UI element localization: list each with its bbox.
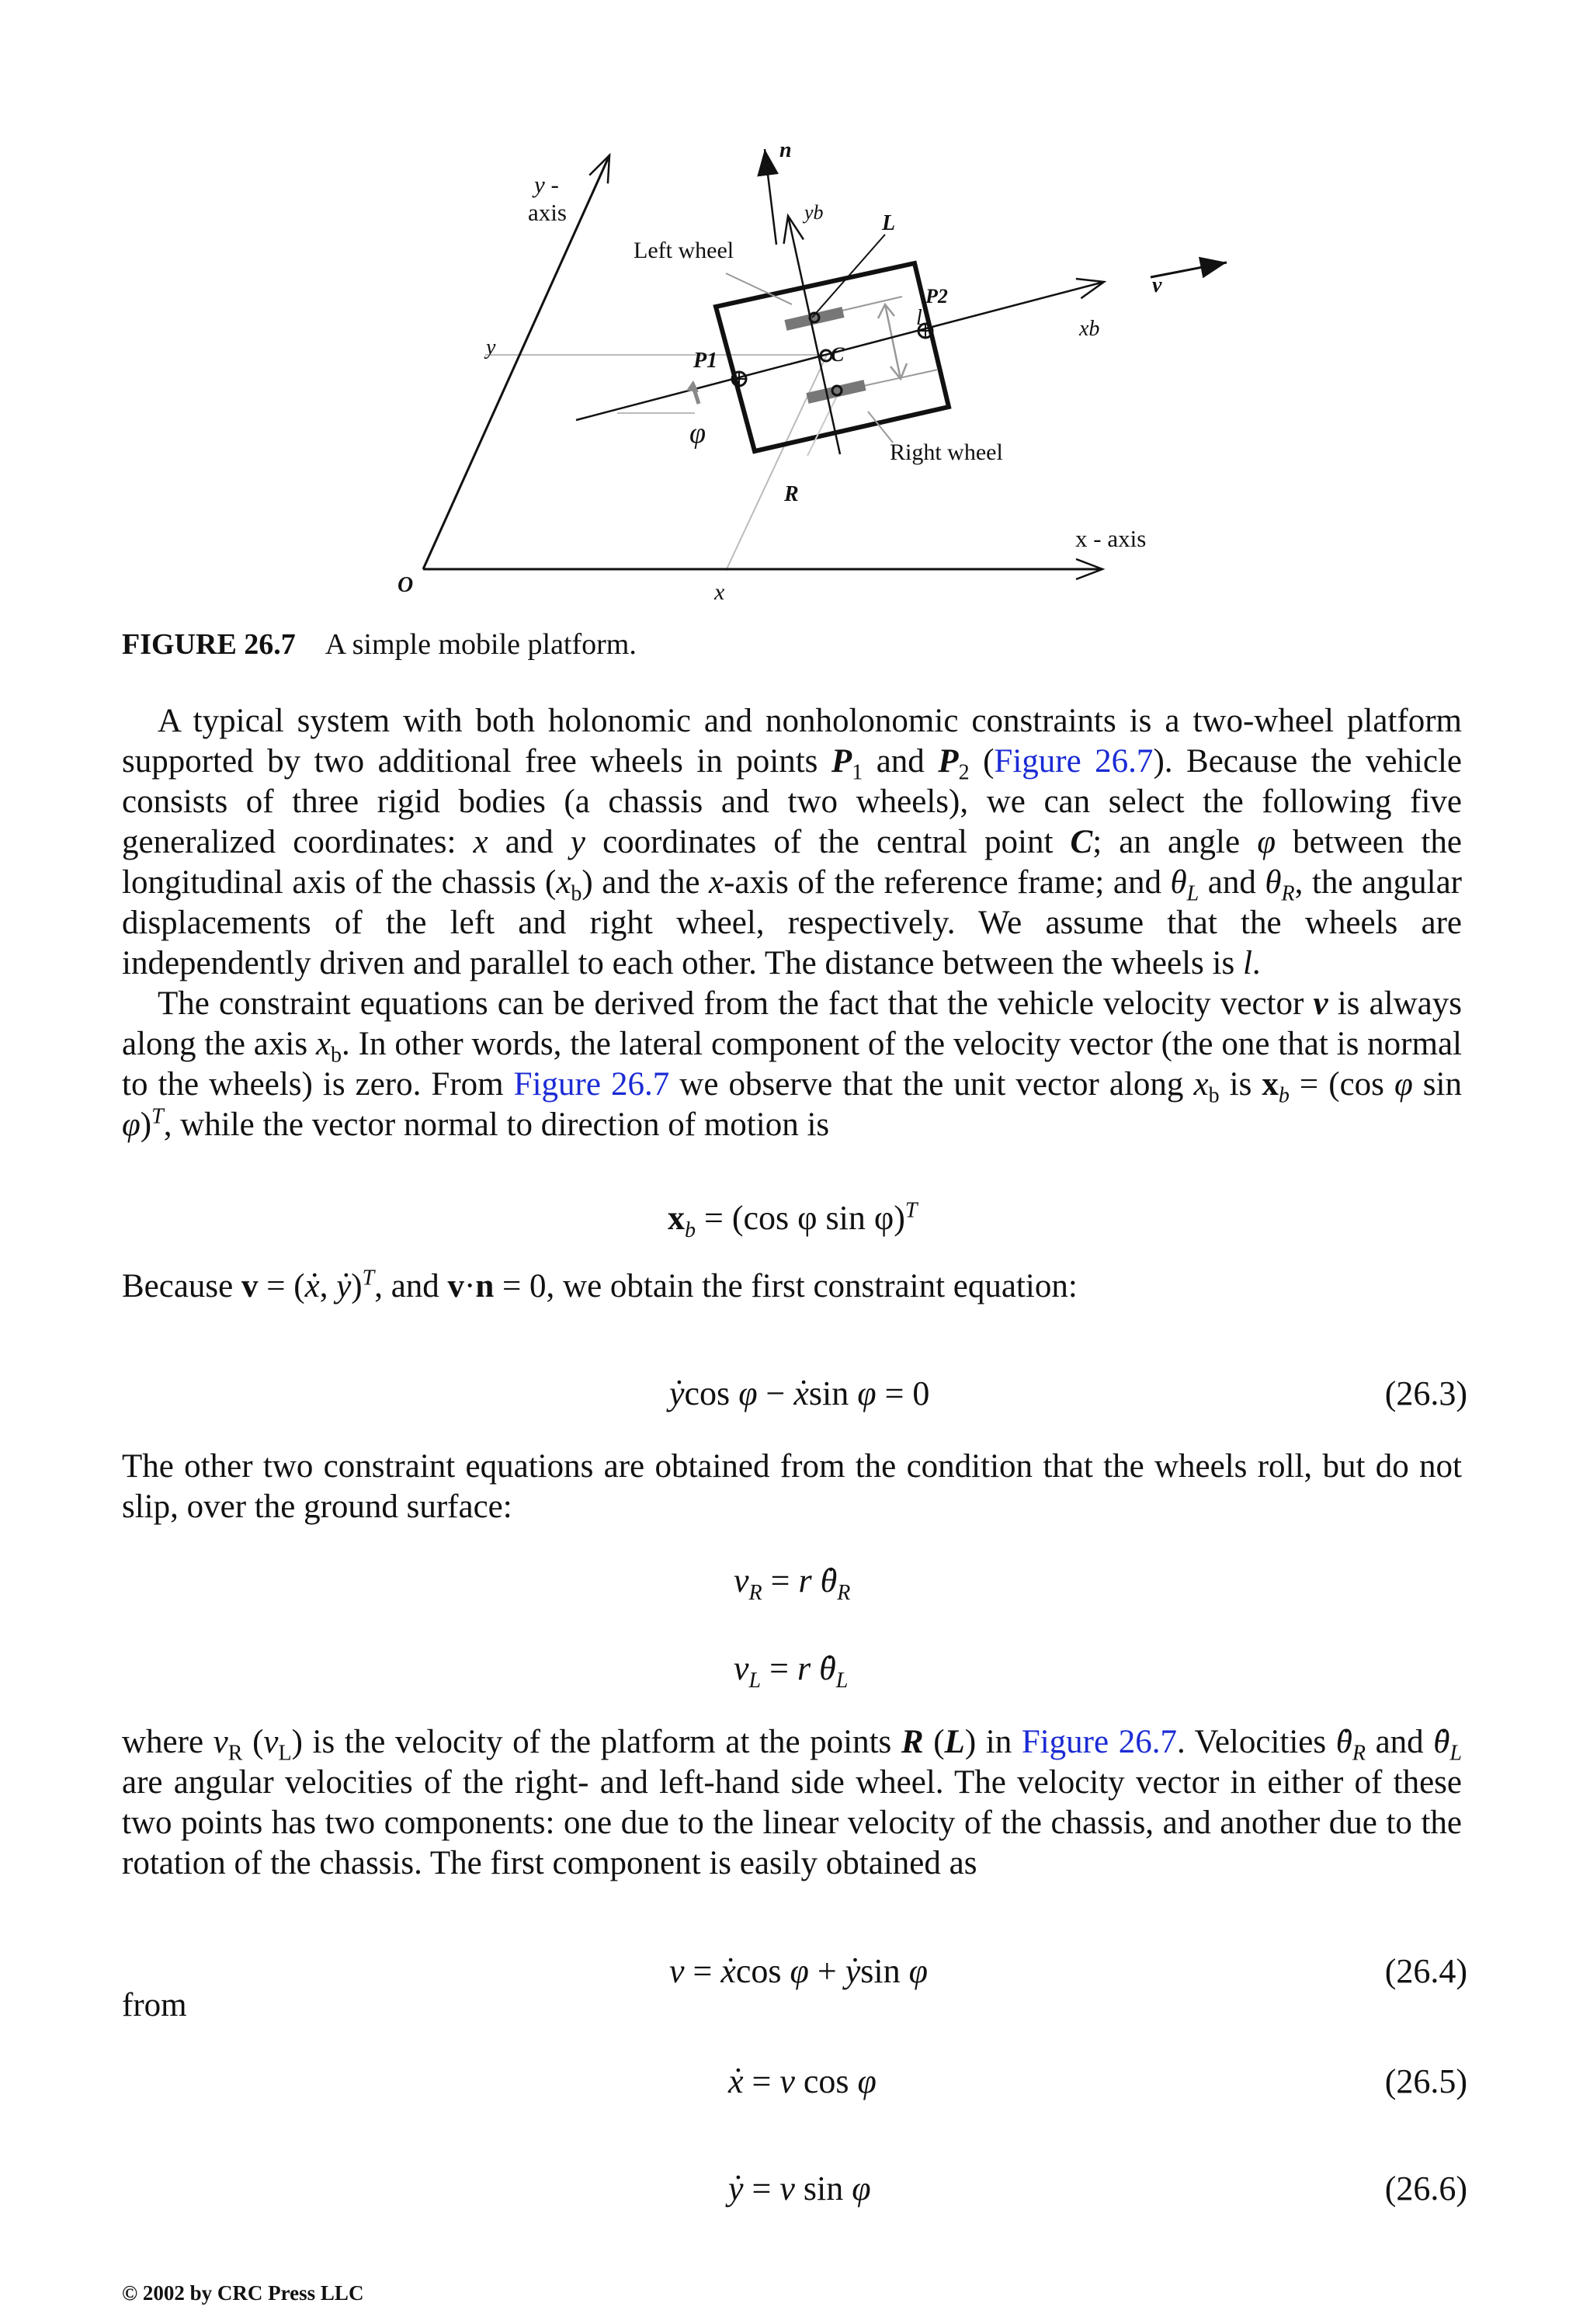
left-wheel-leader [726, 273, 792, 304]
figure-link[interactable]: Figure 26.7 [994, 743, 1154, 780]
r-leader-line [807, 396, 837, 456]
yb-label: yb [804, 201, 824, 224]
phi-label: φ [689, 417, 706, 450]
y-axis-label-bottom: axis [528, 199, 567, 226]
xb-label: xb [1079, 317, 1100, 341]
figure-link[interactable]: Figure 26.7 [513, 1066, 670, 1103]
y-label: y [486, 335, 496, 360]
l-point-label: L [882, 211, 896, 235]
x-axis-label: x - axis [1075, 525, 1147, 552]
paragraph-5: where $v_R$ $(v_L)$ is the velocity of the platform at the points R (L) in Figure 26.7. Velocities . $\theta_R$ and . $\theta_L$ are angular velocities of the right- and left-hand side wheel. The velocity vector in either of these two points has two components: one due to the linear velocity of the chassis, and another due to the rotation of the chassis. The first component is easily obtained as [122, 1722, 1462, 1884]
x-projection-line [726, 355, 827, 571]
left-wheel-label: Left wheel [634, 238, 734, 263]
equation-tag: (26.4) [1384, 1952, 1467, 1990]
copyright-footer: © 2002 by CRC Press LLC [122, 2281, 364, 2305]
figure-mobile-platform [0, 0, 1590, 637]
figure-caption-number: FIGURE 26.7 [122, 628, 296, 661]
r-point-label: R [784, 482, 799, 506]
n-axis [765, 149, 776, 245]
v-label: v [1152, 273, 1162, 297]
point-p1 [732, 372, 746, 386]
l-dimension-label: l [916, 306, 922, 330]
y-axis-line [423, 155, 609, 569]
equation-tag: (26.5) [1384, 2062, 1467, 2100]
figure-caption [122, 627, 637, 662]
p2-label: P2 [925, 285, 948, 307]
right-wheel-label: Right wheel [890, 439, 1003, 465]
equation-tag: (26.3) [1384, 1374, 1467, 1412]
paragraph-2: The constraint equations can be derived from the fact that the vehicle velocity vector v is always along the axis $x_b$. In other words, the lateral component of the velocity vector (the one that is normal to the wheels) is zero. From Figure 26.7 we observe that the unit vector along $x_b$ is $x_b = (\cos$ φ sin φ)$^T$, while the vector normal to direction of motion is [122, 985, 1462, 1143]
y-axis-label-top: y - [534, 171, 559, 198]
equation-tag: (26.6) [1384, 2169, 1467, 2208]
origin-label: O [398, 573, 414, 597]
x-label: x [714, 579, 725, 605]
figure-link[interactable]: Figure 26.7 [1021, 1724, 1177, 1760]
l-leader-line [812, 234, 885, 318]
right-wheel-leader [868, 412, 893, 443]
yb-axis [788, 216, 840, 454]
paragraph-1: A typical system with both holonomic and nonholonomic constraints is a two-wheel platform supported by two additional free wheels in points $P_1$ and $P_2$ (Figure 26.7). Because the vehicle consists of three rigid bodies (a chassis and two wheels), we can select the following five generalized coordinates: x and y coordinates of the central point C; an angle φ between the longitudinal axis of the chassis $(x_b)$ and the x-axis of the reference frame; and $\theta_L$ and $\theta_R$, the angular displacements of the left and right wheel, respectively. We assume that the wheels are independently driven and parallel to each other. The distance between the wheels is l. [122, 703, 1462, 981]
paragraph-3: Because v = (. x, . y)$^T$, and v·n = 0, we obtain the first constraint equation: [122, 1266, 1462, 1307]
n-label: n [779, 138, 792, 162]
velocity-vector [1151, 262, 1227, 277]
c-label: C [831, 343, 845, 366]
paragraph-4: The other two constraint equations are obtained from the condition that the wheels roll, but do not slip, over the ground surface: [122, 1448, 1462, 1525]
platform-diagram [0, 0, 1590, 637]
from-text: from [122, 1987, 187, 2024]
figure-caption-text: A simple mobile platform. [325, 628, 637, 661]
p1-label: P1 [693, 349, 718, 373]
phi-arrow-head [686, 380, 699, 392]
